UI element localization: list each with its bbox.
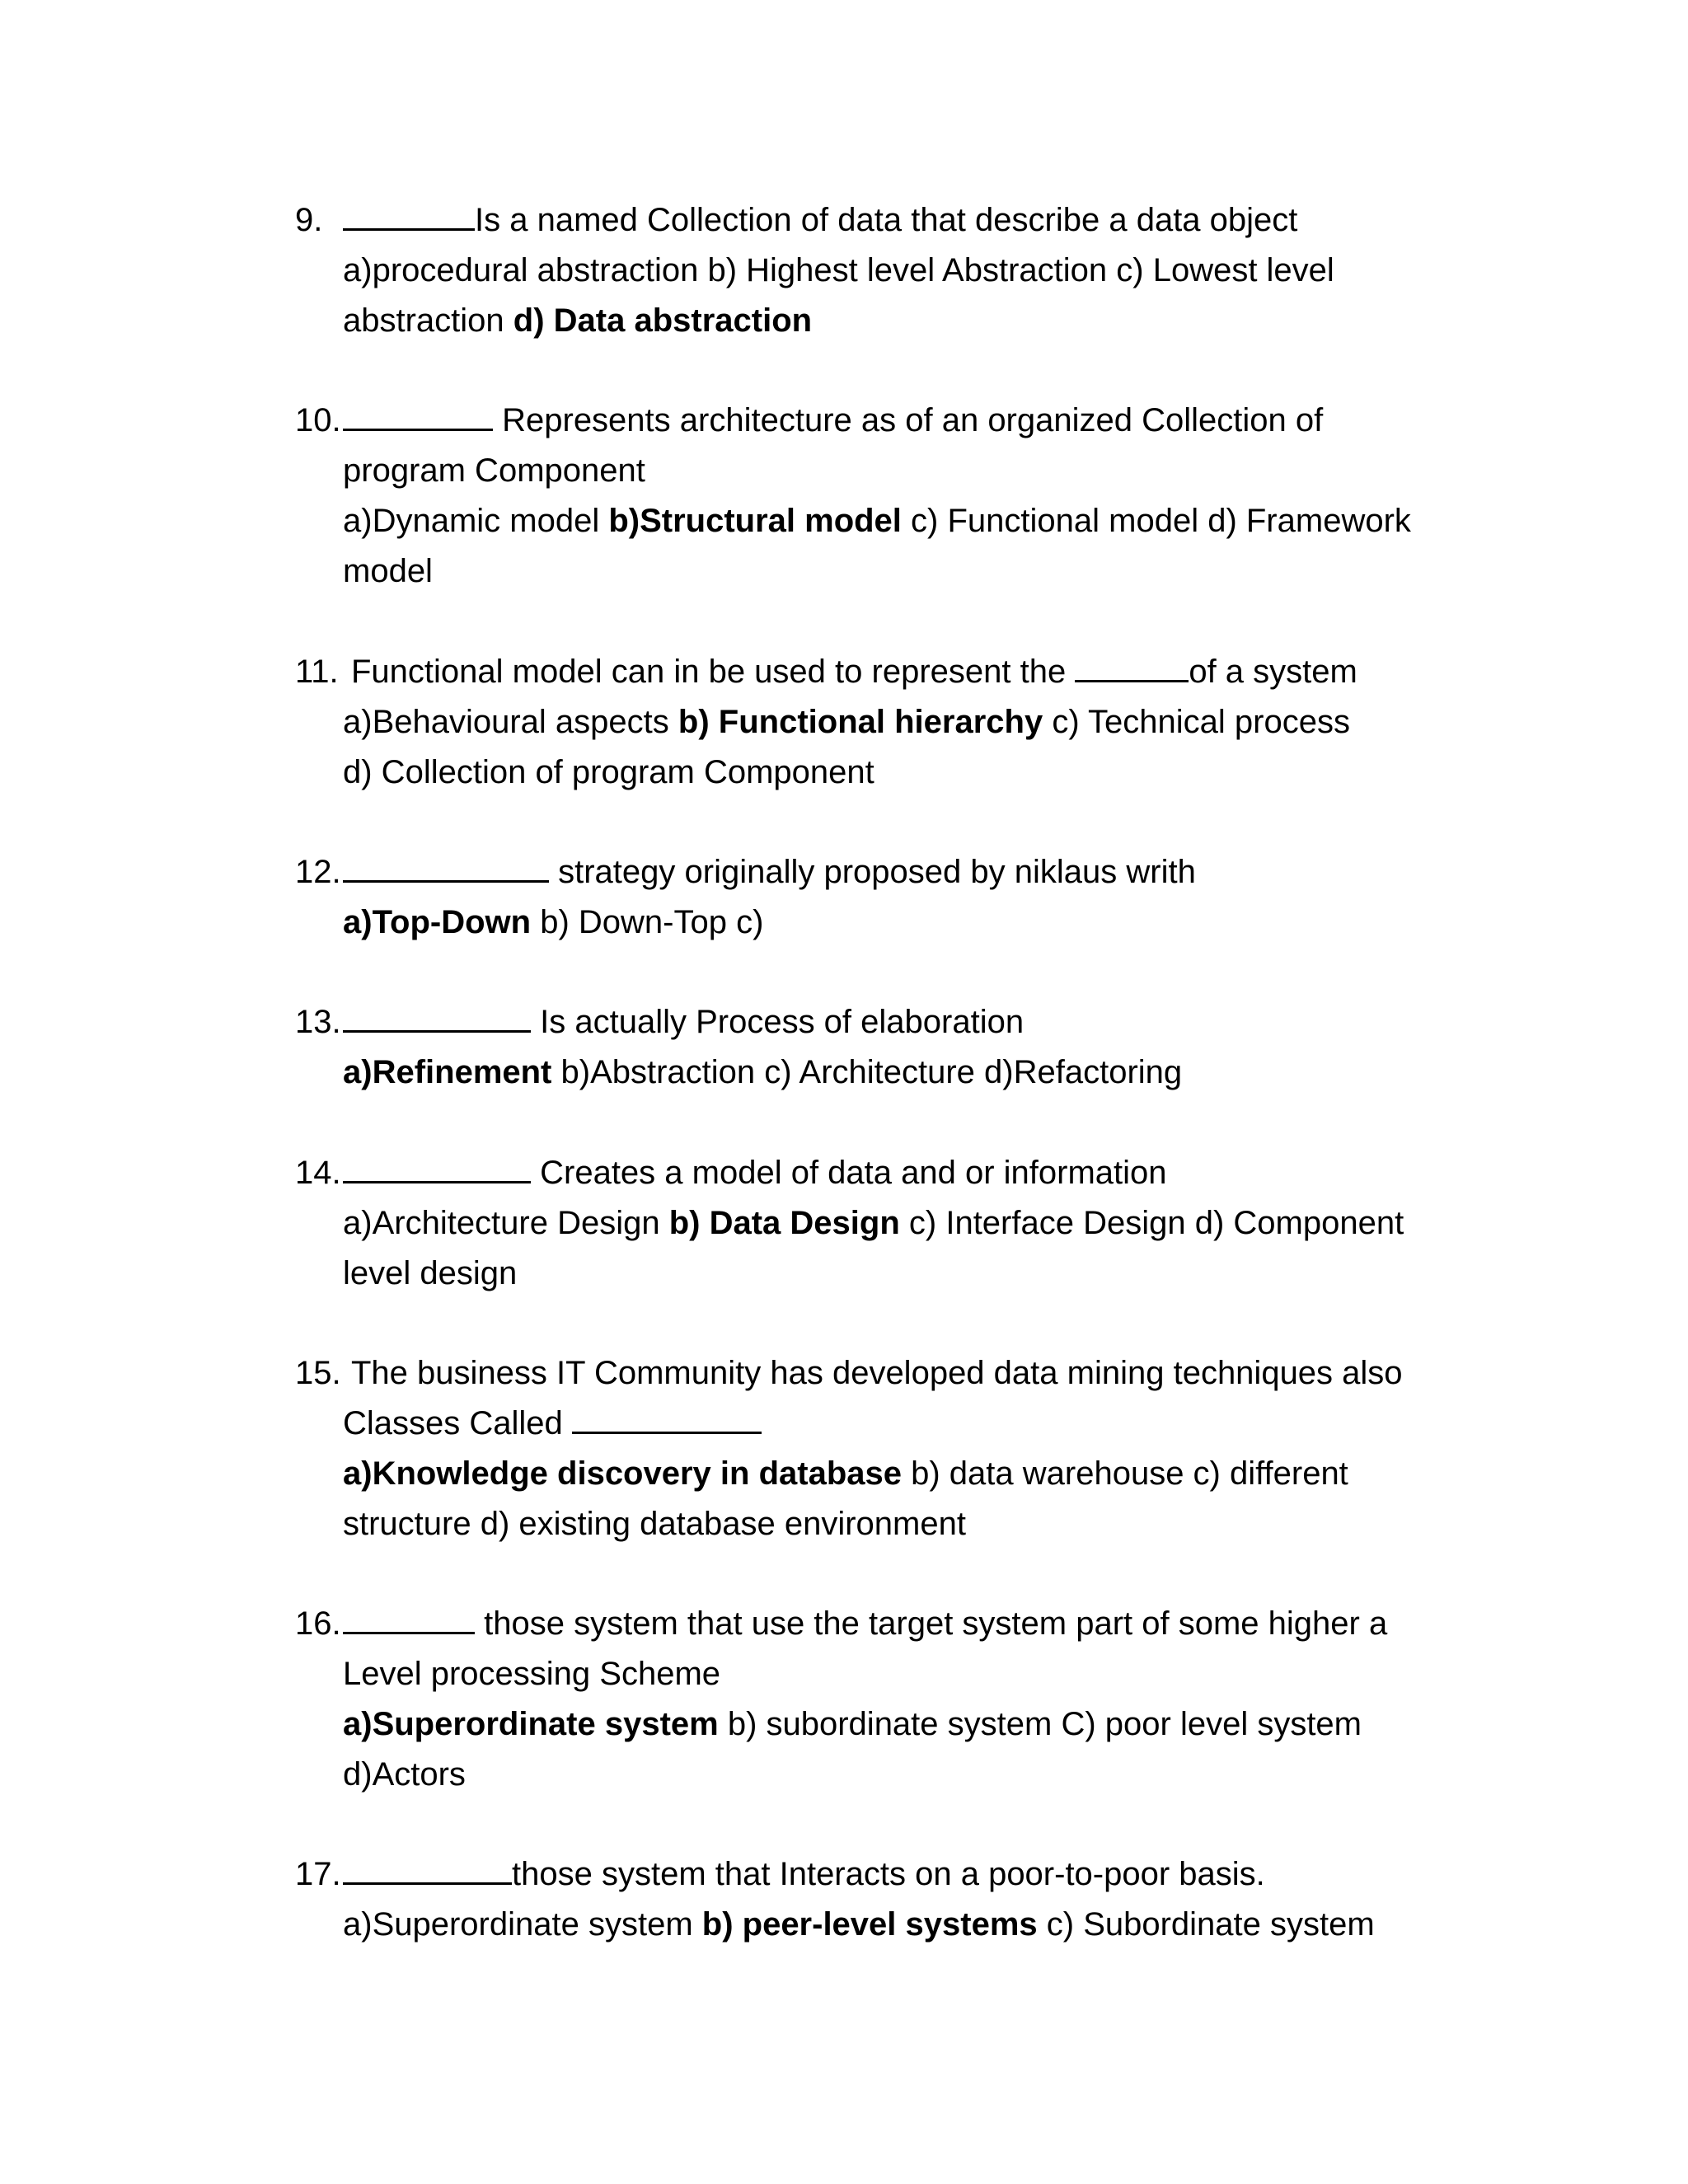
options-line: structure d) existing database environment	[343, 1506, 966, 1542]
question-16	[295, 1599, 1498, 1800]
correct-answer: b) Data Design	[668, 1205, 900, 1241]
options-line: a)procedural abstraction b) Highest level Abstraction c) Lowest level	[343, 252, 1334, 288]
question-number: 13.	[295, 1004, 341, 1040]
question-15	[295, 1348, 1498, 1549]
correct-answer: a)Superordinate system	[343, 1706, 719, 1742]
correct-answer: a)Top-Down	[343, 904, 532, 940]
correct-answer: b)Structural model	[608, 503, 902, 539]
question-stem-cont: Level processing Scheme	[343, 1656, 721, 1692]
question-17	[295, 1849, 1498, 1950]
options-line: a)Architecture Design b) Data Design c) Interface Design d) Component	[343, 1205, 1404, 1241]
question-number: 9.	[295, 202, 323, 238]
options-line: d) Collection of program Component	[343, 754, 874, 790]
options-line: a)Dynamic model b)Structural model c) Functional model d) Framework	[343, 503, 1411, 539]
question-13	[295, 997, 1498, 1098]
answer-blank	[572, 1407, 762, 1434]
question-stem: Is a named Collection of data that describe a data object	[475, 202, 1298, 238]
question-number: 15.	[295, 1355, 341, 1391]
question-number: 12.	[295, 854, 341, 890]
question-number: 17.	[295, 1856, 341, 1892]
answer-blank	[343, 204, 475, 231]
answer-blank	[1075, 655, 1189, 682]
question-10	[295, 396, 1498, 597]
question-11	[295, 647, 1498, 798]
question-stem-cont: Classes Called	[343, 1405, 572, 1441]
question-stem: Creates a model of data and or information	[531, 1155, 1167, 1191]
options-line: a)Knowledge discovery in database b) data warehouse c) different	[343, 1455, 1348, 1492]
options-line: a)Behavioural aspects b) Functional hierarchy c) Technical process	[343, 704, 1350, 740]
answer-blank	[343, 1005, 531, 1033]
answer-blank	[343, 1156, 531, 1183]
options-line: d)Actors	[343, 1756, 466, 1793]
question-number: 14.	[295, 1155, 341, 1191]
question-12	[295, 847, 1498, 948]
options-line: a)Superordinate system b) subordinate system C) poor level system	[343, 1706, 1362, 1742]
answer-blank	[343, 1858, 512, 1885]
options-line: level design	[343, 1255, 518, 1291]
correct-answer: b) Functional hierarchy	[678, 704, 1043, 740]
question-stem: Represents architecture as of an organized Collection of	[493, 402, 1324, 438]
question-stem: those system that use the target system part of some higher a	[475, 1605, 1388, 1642]
question-stem: strategy originally proposed by niklaus writh	[549, 854, 1196, 890]
question-stem: those system that Interacts on a poor-to-poor basis.	[512, 1856, 1265, 1892]
options-line: a)Top-Down b) Down-Top c)	[343, 904, 764, 940]
question-number: 16.	[295, 1605, 341, 1642]
options-line: abstraction d) Data abstraction	[343, 302, 813, 339]
question-14	[295, 1148, 1498, 1299]
question-stem-cont: program Component	[343, 452, 645, 489]
correct-answer: d) Data abstraction	[513, 302, 813, 339]
correct-answer: a)Knowledge discovery in database	[343, 1455, 902, 1492]
correct-answer: b) peer-level systems	[701, 1906, 1038, 1943]
question-stem: Is actually Process of elaboration	[531, 1004, 1025, 1040]
question-stem-end: of a system	[1189, 654, 1357, 690]
answer-blank	[343, 1607, 475, 1634]
question-9	[295, 195, 1498, 346]
answer-blank	[343, 404, 493, 431]
question-stem: Functional model can in be used to represent the	[351, 654, 1076, 690]
options-line: a)Refinement b)Abstraction c) Architecture d)Refactoring	[343, 1054, 1183, 1090]
answer-blank	[343, 855, 549, 883]
question-stem: The business IT Community has developed data mining techniques also	[351, 1355, 1403, 1391]
options-line: model	[343, 553, 433, 589]
question-number: 11.	[295, 654, 339, 690]
correct-answer: a)Refinement	[343, 1054, 552, 1090]
question-number: 10.	[295, 402, 341, 438]
options-line: a)Superordinate system b) peer-level systems c) Subordinate system	[343, 1906, 1375, 1943]
